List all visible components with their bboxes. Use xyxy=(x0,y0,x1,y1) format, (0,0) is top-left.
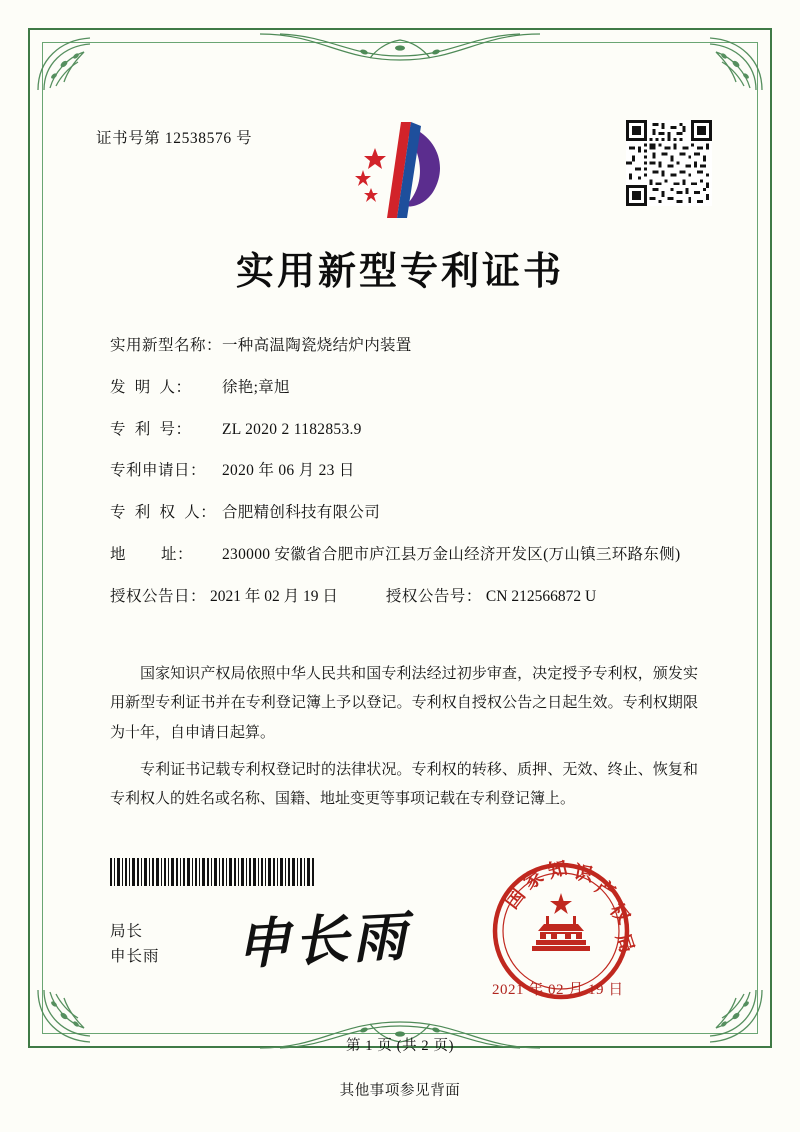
field-inventor xyxy=(110,376,710,399)
page-number: 第 1 页 (共 2 页) xyxy=(345,1038,455,1054)
handwritten-signature: 申长雨 xyxy=(234,903,412,977)
grant-date xyxy=(110,585,338,608)
field-label: 发 明 人： xyxy=(110,378,192,396)
legal-paragraph-2: 专利证书记载专利权登记时的法律状况。专利权的转移、质押、无效、终止、恢复和专利权人的姓名或名称、国籍、地址变更等事项记载在专利登记簿上。 xyxy=(110,761,698,807)
field-grant-row xyxy=(110,585,710,608)
field-address xyxy=(110,543,710,566)
field-list xyxy=(110,334,710,626)
field-label: 地 址： xyxy=(110,545,194,563)
grant-date-label: 授权公告日： xyxy=(110,587,207,605)
field-patentee xyxy=(110,501,710,524)
svg-text:国: 国 xyxy=(500,884,530,914)
grant-date-value: 2021 年 02 月 19 日 xyxy=(210,587,338,605)
svg-text:家: 家 xyxy=(519,865,548,895)
svg-text:局: 局 xyxy=(611,930,639,956)
svg-text:知: 知 xyxy=(545,856,570,883)
field-application-date xyxy=(110,459,710,482)
barcode xyxy=(110,858,315,886)
legal-text xyxy=(110,660,698,822)
svg-text:产: 产 xyxy=(591,875,620,905)
field-label: 实用新型名称： xyxy=(110,337,223,354)
grant-number-label: 授权公告号： xyxy=(385,587,482,605)
director-title-label: 局长 xyxy=(110,923,144,940)
svg-text:识: 识 xyxy=(572,861,595,887)
grant-number-value: CN 212566872 U xyxy=(485,587,597,605)
corner-ornament-icon xyxy=(696,34,766,94)
field-value: ZL 2020 2 1182853.9 xyxy=(222,420,362,438)
signature-block xyxy=(110,920,160,970)
field-value: 2020 年 06 月 23 日 xyxy=(222,462,355,480)
field-value: 一种高温陶瓷烧结炉内装置 xyxy=(222,337,412,354)
page-title: 实用新型专利证书 xyxy=(235,248,564,293)
field-value: 合肥精创科技有限公司 xyxy=(222,504,381,521)
certificate-number: 证书号第 12538576 号 xyxy=(96,130,253,147)
svg-text:权: 权 xyxy=(605,899,635,929)
qr-code xyxy=(626,120,712,206)
field-label: 专 利 号： xyxy=(110,420,192,438)
field-utility-model-name xyxy=(110,334,710,357)
field-value: 徐艳;章旭 xyxy=(222,378,290,396)
patent-office-logo-icon xyxy=(345,118,457,223)
grant-number xyxy=(386,585,596,608)
field-label: 专利申请日： xyxy=(110,462,207,480)
field-patent-number xyxy=(110,418,710,441)
field-value: 230000 安徽省合肥市庐江县万金山经济开发区(万山镇三环路东侧) xyxy=(222,545,681,563)
edge-ornament-icon xyxy=(260,30,540,64)
footer-note: 其他事项参见背面 xyxy=(339,1083,461,1099)
director-name-label: 申长雨 xyxy=(110,947,160,965)
seal-date: 2021 年 02 月 19 日 xyxy=(492,982,624,998)
legal-paragraph-1: 国家知识产权局依照中华人民共和国专利法经过初步审查，决定授予专利权，颁发实用新型专利证书并在专利登记簿上予以登记。专利权自授权公告之日起生效。专利权期限为十年，自申请日起算。 xyxy=(110,666,698,741)
field-label: 专 利 权 人： xyxy=(110,504,217,521)
corner-ornament-icon xyxy=(34,34,104,94)
